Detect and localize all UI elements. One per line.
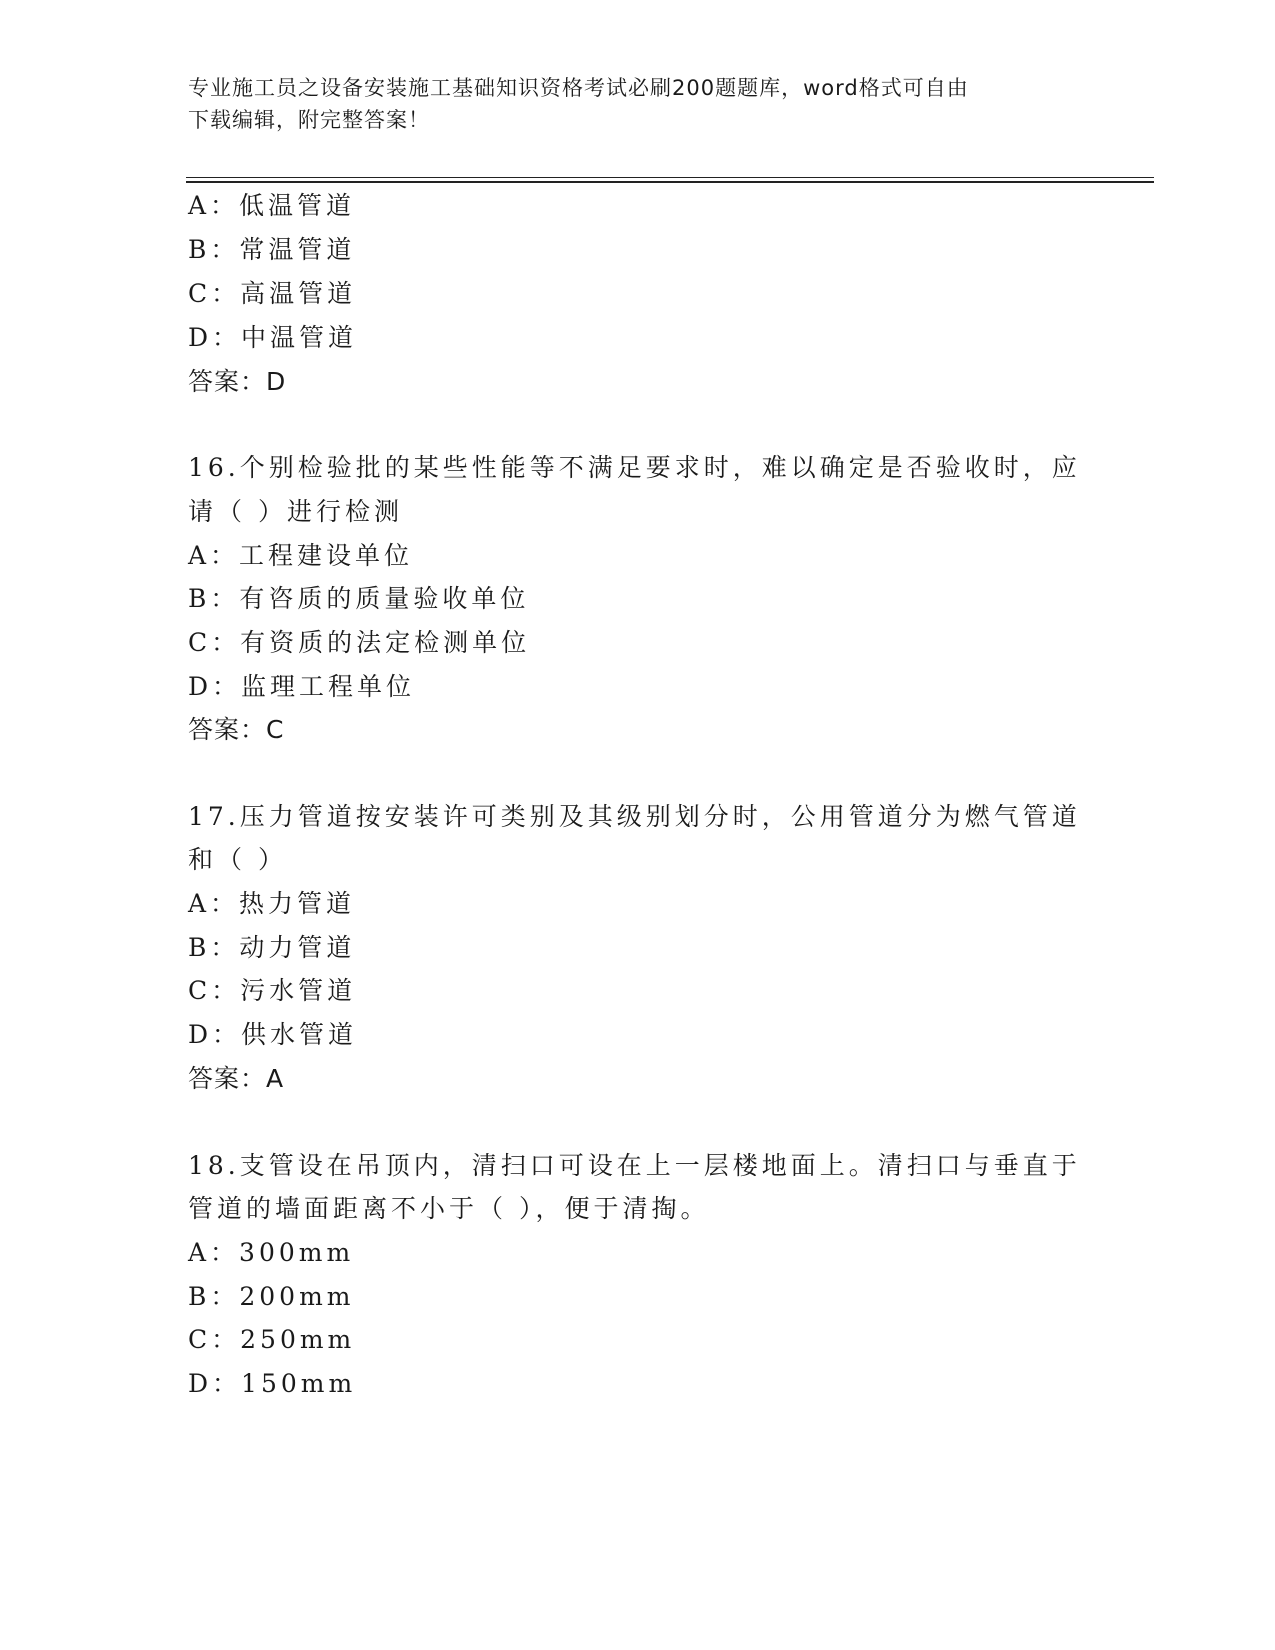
question-stem-line-1: 17.压力管道按安装许可类别及其级别划分时，公用管道分为燃气管道 [188, 802, 1081, 831]
document-header [188, 72, 1088, 136]
option-d: D：供水管道 [188, 1020, 358, 1049]
answer-label: 答案：D [188, 367, 287, 396]
option-c: C：污水管道 [188, 976, 357, 1005]
header-line-2: 下载编辑，附完整答案！ [188, 108, 430, 132]
option-b: B：常温管道 [188, 235, 356, 264]
option-a: A：300mm [188, 1238, 355, 1267]
option-c: C：250mm [188, 1325, 356, 1354]
question-stem-line-1: 18.支管设在吊顶内，清扫口可设在上一层楼地面上。清扫口与垂直于 [188, 1151, 1081, 1180]
header-divider [186, 177, 1154, 183]
option-c: C：有资质的法定检测单位 [188, 628, 531, 657]
question-stem-line-2: 和（ ） [188, 845, 287, 874]
question-stem-line-2: 请（ ）进行检测 [188, 497, 403, 526]
option-c: C：高温管道 [188, 279, 357, 308]
option-a: A：工程建设单位 [188, 541, 414, 570]
option-a: A：热力管道 [188, 889, 356, 918]
question-stem-line-1: 16.个别检验批的某些性能等不满足要求时，难以确定是否验收时，应 [188, 453, 1081, 482]
header-line-1: 专业施工员之设备安装施工基础知识资格考试必刷200题题库，word格式可自由 [188, 76, 969, 100]
option-b: B：200mm [188, 1282, 355, 1311]
option-b: B：动力管道 [188, 933, 356, 962]
answer-label: 答案：C [188, 715, 285, 744]
answer-label: 答案：A [188, 1064, 285, 1093]
question-stem-line-2: 管道的墙面距离不小于（ ），便于清掏。 [188, 1194, 710, 1223]
option-a: A：低温管道 [188, 191, 356, 220]
option-d: D：中温管道 [188, 323, 358, 352]
option-b: B：有咨质的质量验收单位 [188, 584, 530, 613]
option-d: D：监理工程单位 [188, 672, 416, 701]
option-d: D：150mm [188, 1369, 357, 1398]
